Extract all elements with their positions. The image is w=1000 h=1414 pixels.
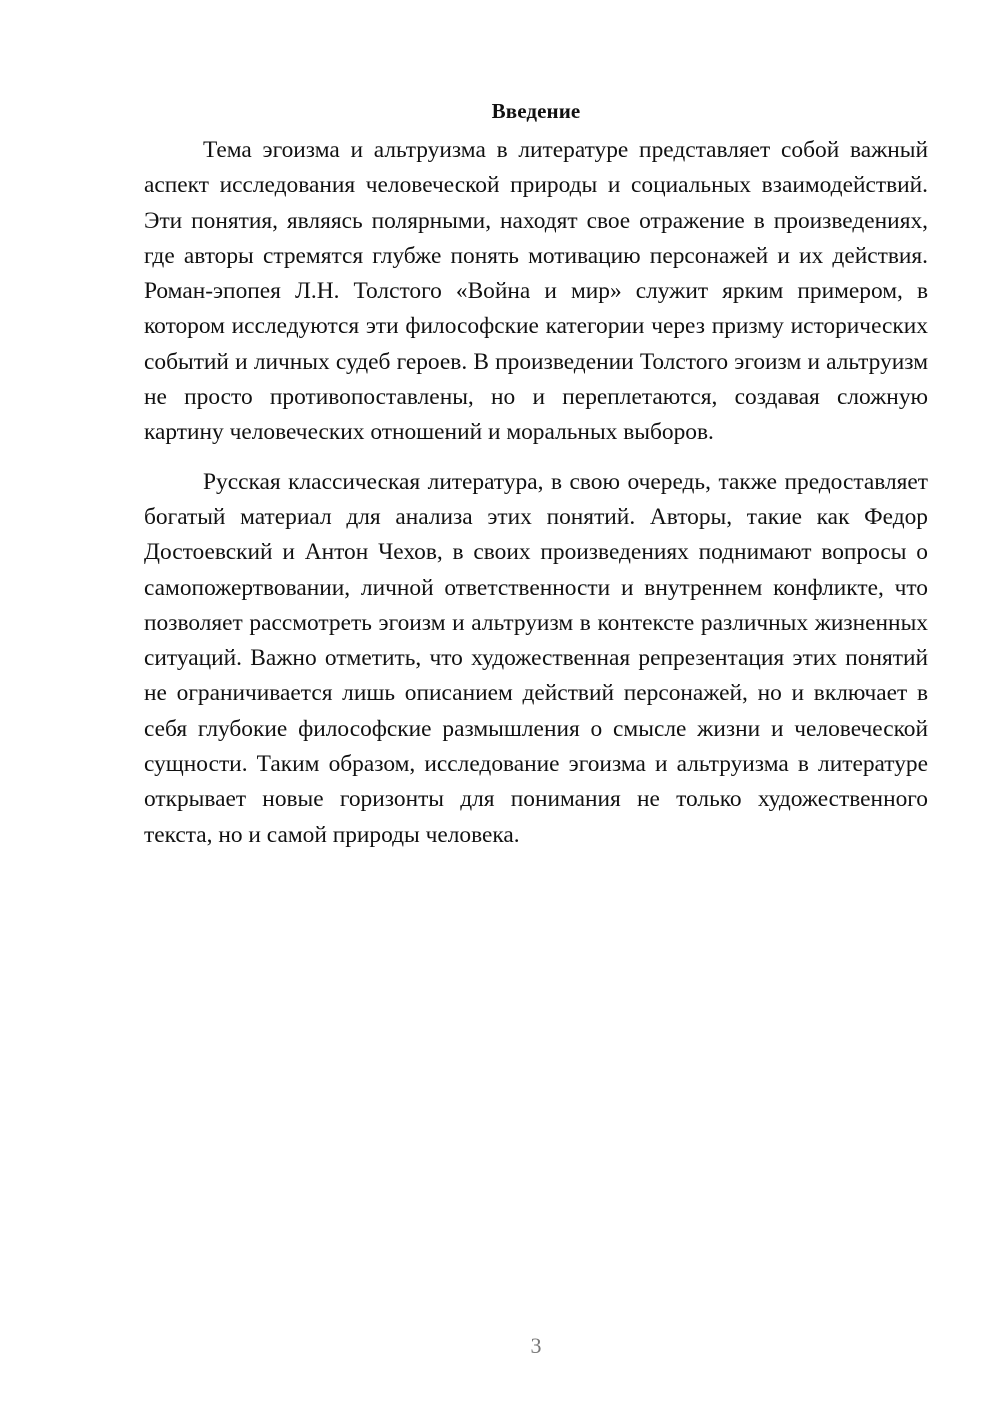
paragraph-2: Русская классическая литература, в свою очередь, также предоставляет богатый материал для анализа этих понятий. Авторы, такие как Федор Достоевский и Антон Чехов, в своих произведениях поднимают вопросы о самопожертвовании, личной ответственности и внутреннем конфликте, что позволяет рассмотреть эгоизм и альтруизм в контексте различных жизненных ситуаций. Важно отметить, что художественная репрезентация этих понятий не ограничивается лишь описанием действий персонажей, но и включает в себя глубокие философские размышления о смысле жизни и человеческой сущности. Таким образом, исследование эгоизма и альтруизма в литературе открывает новые горизонты для понимания не только художественного текста, но и самой природы человека. [144, 468, 928, 848]
page-content [144, 96, 928, 853]
page-number: 3 [530, 1333, 542, 1358]
section-title: Введение [491, 99, 581, 123]
paragraph-1: Тема эгоизма и альтруизма в литературе представляет собой важный аспект исследования человеческой природы и социальных взаимодействий. Эти понятия, являясь полярными, находят свое отражение в произведениях, где авторы стремятся глубже понять мотивацию персонажей и их действия. Роман-эпопея Л.Н. Толстого «Война и мир» служит ярким примером, в котором исследуются эти философские категории через призму исторических событий и личных судеб героев. В произведении Толстого эгоизм и альтруизм не просто противопоставлены, но и переплетаются, создавая сложную картину человеческих отношений и моральных выборов. [144, 137, 928, 446]
